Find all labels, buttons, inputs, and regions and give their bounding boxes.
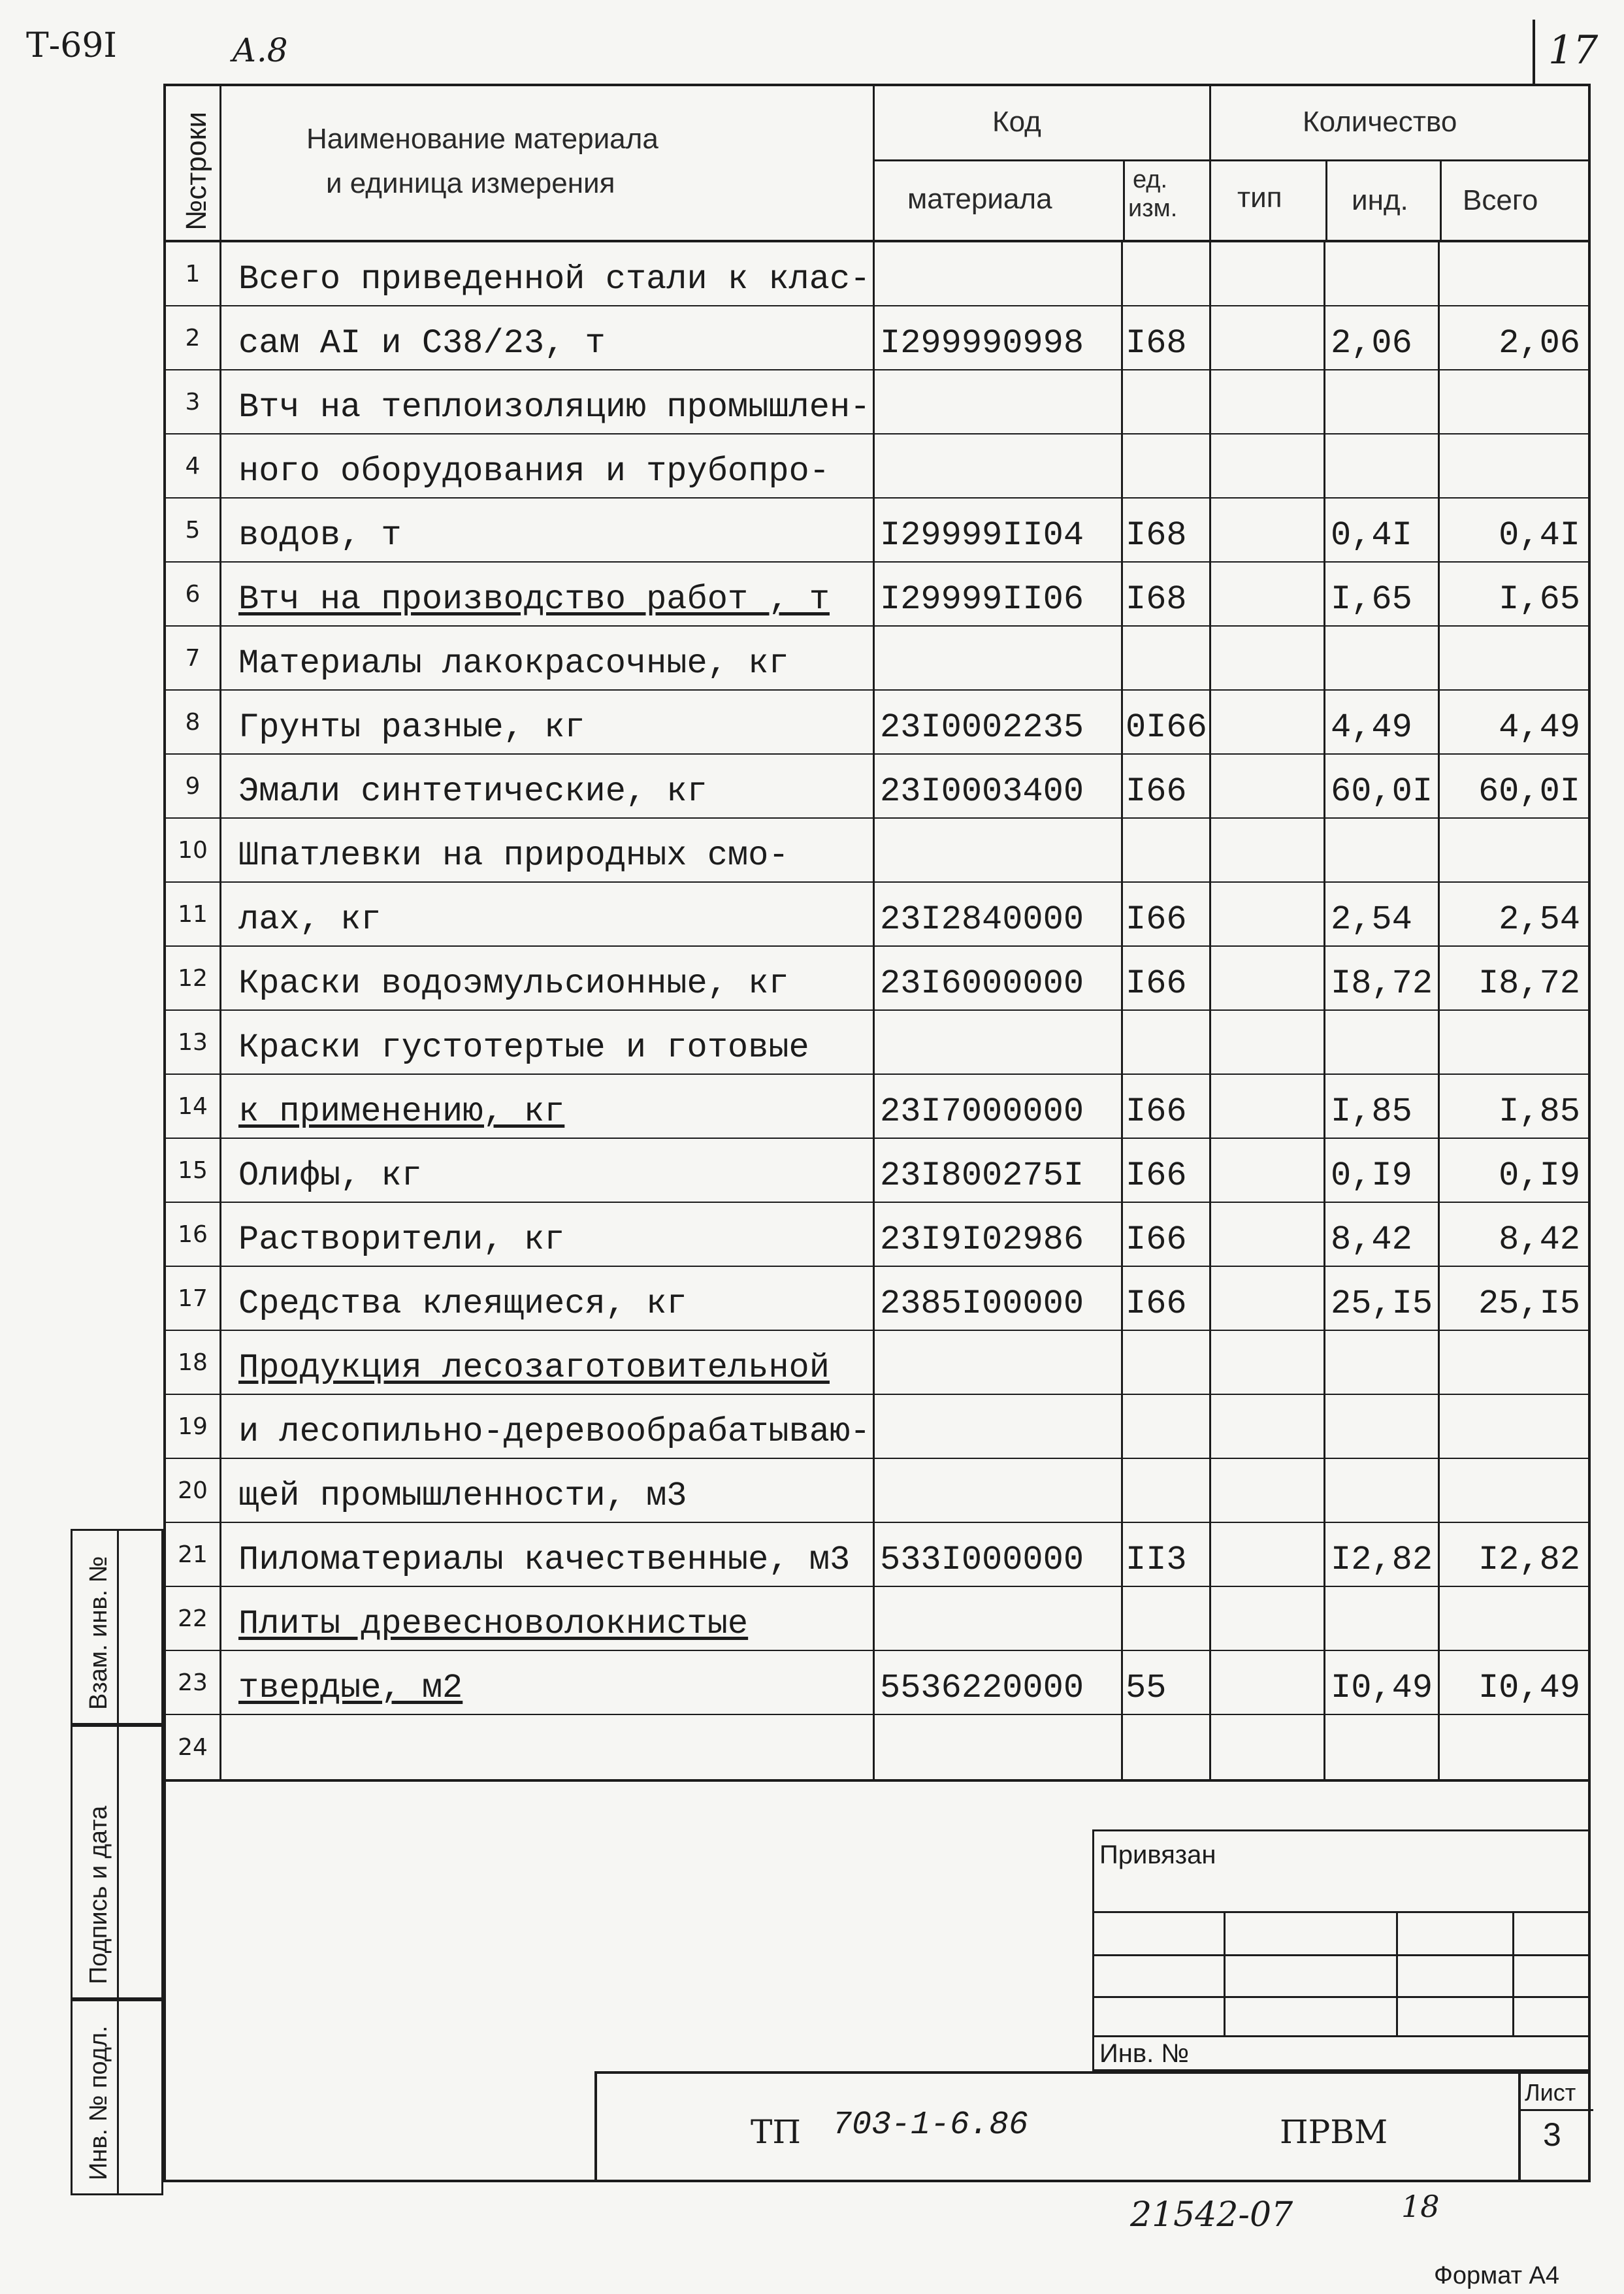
table-row <box>166 1075 1588 1139</box>
row-number: 2 <box>166 306 221 369</box>
row-number: 1 <box>166 242 221 305</box>
material-name: Шпатлевки на природных смо- <box>221 819 875 881</box>
qty-ind: 2,06 <box>1325 306 1440 369</box>
material-code: 23I9I02986 <box>875 1203 1123 1266</box>
row-number: 10 <box>166 819 221 881</box>
material-name: Растворители, кг <box>221 1203 875 1266</box>
unit-code: I66 <box>1123 755 1211 817</box>
qty-tip <box>1211 627 1325 689</box>
unit-code: I68 <box>1123 563 1211 625</box>
margin-inv-podl <box>71 1999 163 2195</box>
margin-vzam-label: Взам. инв. № <box>85 1556 112 1710</box>
material-name: Олифы, кг <box>221 1139 875 1202</box>
title-tp: ТП <box>751 2113 801 2151</box>
row-number: 23 <box>166 1651 221 1714</box>
material-name: Средства клеящиеся, кг <box>221 1267 875 1330</box>
qty-tip <box>1211 563 1325 625</box>
table-row <box>166 1139 1588 1203</box>
material-name: Пиломатериалы качественные, м3 <box>221 1523 875 1586</box>
qty-tip <box>1211 1651 1325 1714</box>
header-qty-ind: инд. <box>1352 184 1408 216</box>
header-qty-total: Всего <box>1463 184 1538 216</box>
material-code <box>875 1395 1123 1458</box>
table-row <box>166 1523 1588 1587</box>
unit-code <box>1123 627 1211 689</box>
table-row <box>166 1587 1588 1651</box>
unit-code <box>1123 819 1211 881</box>
section-mark: А.8 <box>232 31 288 69</box>
qty-ind: I0,49 <box>1325 1651 1440 1714</box>
header-code <box>875 86 1211 240</box>
table-row <box>166 1267 1588 1331</box>
qty-total <box>1440 434 1588 497</box>
qty-ind: 0,I9 <box>1325 1139 1440 1202</box>
qty-tip <box>1211 691 1325 753</box>
title-block <box>594 2071 1591 2182</box>
qty-total <box>1440 1331 1588 1394</box>
unit-code: I66 <box>1123 947 1211 1009</box>
qty-ind: 4,49 <box>1325 691 1440 753</box>
material-code <box>875 819 1123 881</box>
table-header <box>166 86 1588 242</box>
qty-ind: 8,42 <box>1325 1203 1440 1266</box>
qty-tip <box>1211 370 1325 433</box>
material-code: 2385I00000 <box>875 1267 1123 1330</box>
table-row <box>166 627 1588 691</box>
table-row <box>166 242 1588 306</box>
sheet-divider <box>1533 20 1535 85</box>
material-name: к применению, кг <box>221 1075 875 1138</box>
material-code <box>875 242 1123 305</box>
qty-ind <box>1325 1331 1440 1394</box>
qty-tip <box>1211 1139 1325 1202</box>
qty-total: 2,54 <box>1499 900 1580 939</box>
material-code <box>875 627 1123 689</box>
material-name: и лесопильно-деревообрабатываю- <box>221 1395 875 1458</box>
material-code: 23I800275I <box>875 1139 1123 1202</box>
table-row <box>166 1651 1588 1715</box>
qty-total <box>1440 1395 1588 1458</box>
unit-code <box>1123 434 1211 497</box>
material-name: твердые, м2 <box>221 1651 875 1714</box>
inv-no-label: Инв. № <box>1099 2039 1190 2068</box>
privyazan-label: Привязан <box>1099 1841 1216 1869</box>
format-label: Формат А4 <box>1434 2262 1560 2289</box>
qty-ind <box>1325 242 1440 305</box>
qty-total: I,85 <box>1499 1092 1580 1131</box>
material-name: ного оборудования и трубопро- <box>221 434 875 497</box>
unit-code: 0I66 <box>1123 691 1211 753</box>
header-row-no <box>166 86 221 240</box>
unit-code <box>1123 242 1211 305</box>
unit-code: I68 <box>1123 499 1211 561</box>
material-code <box>875 434 1123 497</box>
qty-ind <box>1325 370 1440 433</box>
row-number: 14 <box>166 1075 221 1138</box>
row-number: 16 <box>166 1203 221 1266</box>
qty-total <box>1440 370 1588 433</box>
footer-code: 21542-07 <box>1130 2195 1293 2235</box>
list-label: Лист <box>1525 2079 1576 2106</box>
qty-tip <box>1211 1075 1325 1138</box>
qty-tip <box>1211 1203 1325 1266</box>
material-name: Продукция лесозаготовительной <box>221 1331 875 1394</box>
qty-total <box>1440 1587 1588 1650</box>
unit-code: I66 <box>1123 1203 1211 1266</box>
qty-total: 2,06 <box>1499 324 1580 363</box>
row-number: 9 <box>166 755 221 817</box>
header-name-line1: Наименование материала <box>306 123 658 155</box>
qty-total <box>1440 627 1588 689</box>
table-row <box>166 1459 1588 1523</box>
material-name: Грунты разные, кг <box>221 691 875 753</box>
material-name: Всего приведенной стали к клас- <box>221 242 875 305</box>
row-number: 13 <box>166 1011 221 1073</box>
qty-total <box>1440 819 1588 881</box>
qty-tip <box>1211 1395 1325 1458</box>
material-code <box>875 1331 1123 1394</box>
table-row <box>166 947 1588 1011</box>
header-code-material: материала <box>907 183 1052 215</box>
unit-code <box>1123 1395 1211 1458</box>
qty-ind: I,65 <box>1325 563 1440 625</box>
row-number: 15 <box>166 1139 221 1202</box>
qty-ind <box>1325 627 1440 689</box>
material-code <box>875 370 1123 433</box>
unit-code <box>1123 1587 1211 1650</box>
material-code: 23I6000000 <box>875 947 1123 1009</box>
materials-table <box>163 84 1591 1782</box>
header-name-line2: и единица измерения <box>326 167 615 199</box>
material-code: 5536220000 <box>875 1651 1123 1714</box>
header-code-group: Код <box>992 106 1041 138</box>
table-row <box>166 1203 1588 1267</box>
row-number: 17 <box>166 1267 221 1330</box>
header-qty <box>1211 86 1588 240</box>
unit-code: 55 <box>1123 1651 1211 1714</box>
qty-tip <box>1211 499 1325 561</box>
table-row <box>166 370 1588 434</box>
qty-total <box>1440 1459 1588 1522</box>
table-row <box>166 1395 1588 1459</box>
material-code: 23I2840000 <box>875 883 1123 945</box>
qty-ind: I2,82 <box>1325 1523 1440 1586</box>
material-code <box>875 1011 1123 1073</box>
qty-total: I2,82 <box>1478 1541 1580 1579</box>
row-number: 5 <box>166 499 221 561</box>
qty-tip <box>1211 306 1325 369</box>
material-code: 23I7000000 <box>875 1075 1123 1138</box>
material-name: Краски густотертые и готовые <box>221 1011 875 1073</box>
qty-tip <box>1211 434 1325 497</box>
list-number: 3 <box>1543 2116 1561 2153</box>
table-row <box>166 499 1588 563</box>
row-number: 6 <box>166 563 221 625</box>
unit-code: I66 <box>1123 1139 1211 1202</box>
table-row <box>166 1331 1588 1395</box>
material-name: Плиты древесноволокнистые <box>221 1587 875 1650</box>
qty-tip <box>1211 1011 1325 1073</box>
qty-tip <box>1211 1267 1325 1330</box>
row-number: 20 <box>166 1459 221 1522</box>
row-number: 12 <box>166 947 221 1009</box>
material-code: I29999II04 <box>875 499 1123 561</box>
margin-vzam <box>71 1529 163 1725</box>
row-number: 11 <box>166 883 221 945</box>
row-number: 21 <box>166 1523 221 1586</box>
margin-inv-podl-label: Инв. № подл. <box>85 2025 112 2180</box>
row-number: 8 <box>166 691 221 753</box>
material-name: Краски водоэмульсионные, кг <box>221 947 875 1009</box>
row-number: 4 <box>166 434 221 497</box>
material-code: 23I0003400 <box>875 755 1123 817</box>
qty-tip <box>1211 1459 1325 1522</box>
table-row <box>166 1011 1588 1075</box>
table-row <box>166 563 1588 627</box>
header-vline-tip <box>1325 159 1327 240</box>
material-name: лах, кг <box>221 883 875 945</box>
row-number: 24 <box>166 1715 221 1779</box>
qty-ind <box>1325 1011 1440 1073</box>
table-row <box>166 434 1588 499</box>
table-row <box>166 819 1588 883</box>
qty-total: 60,0I <box>1478 772 1580 811</box>
header-unit-line2: изм. <box>1128 195 1178 222</box>
row-number: 7 <box>166 627 221 689</box>
qty-total: I,65 <box>1499 580 1580 619</box>
qty-total: 0,4I <box>1499 516 1580 555</box>
qty-total: I0,49 <box>1478 1669 1580 1707</box>
table-row <box>166 691 1588 755</box>
title-prvm: ПРВМ <box>1280 2113 1388 2151</box>
qty-ind: 0,4I <box>1325 499 1440 561</box>
table-row <box>166 883 1588 947</box>
row-number: 18 <box>166 1331 221 1394</box>
document-code: Т-69I <box>26 26 117 65</box>
qty-tip <box>1211 1523 1325 1586</box>
table-row <box>166 306 1588 370</box>
unit-code: I66 <box>1123 883 1211 945</box>
material-code: 23I0002235 <box>875 691 1123 753</box>
qty-ind <box>1325 1587 1440 1650</box>
table-body <box>166 242 1588 1779</box>
qty-tip <box>1211 242 1325 305</box>
unit-code <box>1123 370 1211 433</box>
qty-ind <box>1325 1459 1440 1522</box>
qty-ind: I8,72 <box>1325 947 1440 1009</box>
header-vline-unit <box>1123 159 1125 240</box>
qty-tip <box>1211 883 1325 945</box>
material-name: водов, т <box>221 499 875 561</box>
unit-code: I66 <box>1123 1075 1211 1138</box>
qty-total <box>1440 242 1588 305</box>
table-row <box>166 755 1588 819</box>
unit-code <box>1123 1331 1211 1394</box>
qty-total: 0,I9 <box>1499 1156 1580 1195</box>
header-unit-line1: ед. <box>1133 166 1168 193</box>
row-number: 19 <box>166 1395 221 1458</box>
header-row-no-label: №строки <box>180 111 212 231</box>
unit-code: I66 <box>1123 1267 1211 1330</box>
header-divider <box>875 159 1588 161</box>
qty-total: 25,I5 <box>1478 1285 1580 1323</box>
header-qty-group: Количество <box>1303 106 1457 138</box>
qty-tip <box>1211 755 1325 817</box>
qty-ind: 25,I5 <box>1325 1267 1440 1330</box>
qty-total: 8,42 <box>1499 1221 1580 1259</box>
title-project-no: 703-1-6.86 <box>832 2106 1029 2144</box>
unit-code <box>1123 1011 1211 1073</box>
qty-total: I8,72 <box>1478 964 1580 1003</box>
footer-number: 18 <box>1401 2189 1440 2224</box>
qty-ind: 2,54 <box>1325 883 1440 945</box>
privyazan-stamp <box>1092 1829 1591 2071</box>
material-name: Эмали синтетические, кг <box>221 755 875 817</box>
qty-tip <box>1211 1331 1325 1394</box>
unit-code: II3 <box>1123 1523 1211 1586</box>
header-name <box>221 86 875 240</box>
qty-tip <box>1211 947 1325 1009</box>
row-number: 22 <box>166 1587 221 1650</box>
qty-total: 4,49 <box>1499 708 1580 747</box>
material-name: щей промышленности, м3 <box>221 1459 875 1522</box>
material-name: Материалы лакокрасочные, кг <box>221 627 875 689</box>
material-code: I299990998 <box>875 306 1123 369</box>
unit-code: I68 <box>1123 306 1211 369</box>
sheet-number: 17 <box>1548 27 1599 73</box>
qty-ind <box>1325 434 1440 497</box>
margin-podpis <box>71 1725 163 1999</box>
qty-ind <box>1325 819 1440 881</box>
qty-total <box>1440 1011 1588 1073</box>
qty-tip <box>1211 1587 1325 1650</box>
qty-ind: I,85 <box>1325 1075 1440 1138</box>
unit-code <box>1123 1459 1211 1522</box>
qty-ind: 60,0I <box>1325 755 1440 817</box>
material-code <box>875 1459 1123 1522</box>
material-code: 533I000000 <box>875 1523 1123 1586</box>
material-code <box>875 1587 1123 1650</box>
qty-tip <box>1211 819 1325 881</box>
row-number: 3 <box>166 370 221 433</box>
margin-podpis-label: Подпись и дата <box>85 1805 112 1984</box>
header-qty-tip: тип <box>1237 182 1282 214</box>
qty-ind <box>1325 1395 1440 1458</box>
material-name: Втч на производство работ , т <box>221 563 875 625</box>
material-name: сам АI и С38/23, т <box>221 306 875 369</box>
material-name: Втч на теплоизоляцию промышлен- <box>221 370 875 433</box>
header-vline-ind <box>1440 159 1442 240</box>
material-code: I29999II06 <box>875 563 1123 625</box>
